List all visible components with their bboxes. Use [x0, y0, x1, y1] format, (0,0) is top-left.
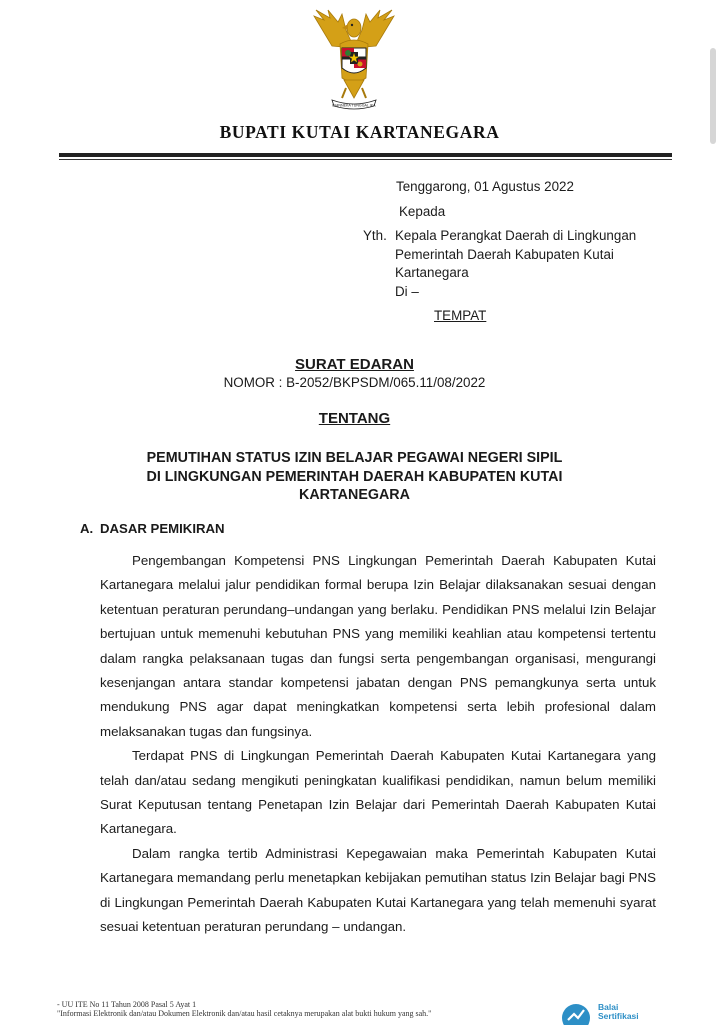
subject-line: PEMUTIHAN STATUS IZIN BELAJAR PEGAWAI NEGERI SIPIL — [146, 450, 563, 466]
letterhead-divider-thin — [59, 159, 672, 160]
emblem-motto: BHINNEKA TUNGGAL IKA — [332, 103, 376, 108]
section-letter: A. — [80, 521, 94, 536]
bsre-label — [598, 1003, 639, 1021]
letterhead-title: BUPATI KUTAI KARTANEGARA — [219, 122, 500, 142]
letter-type: SURAT EDARAN — [295, 356, 414, 373]
subject-line: KARTANEGARA — [299, 487, 410, 503]
tempat-label: TEMPAT — [434, 308, 487, 323]
about-label: TENTANG — [318, 410, 391, 427]
section-body — [100, 549, 656, 940]
letterhead-divider — [59, 153, 672, 157]
section-heading — [80, 521, 225, 536]
to-label: Kepada — [399, 204, 446, 219]
letter-subject — [0, 449, 709, 505]
recipient-line: Kepala Perangkat Daerah di Lingkungan — [395, 228, 637, 243]
paragraph: Terdapat PNS di Lingkungan Pemerintah Daerah Kabupaten Kutai Kartanegara yang telah dan/atau sedang mengikuti peningkatan kualifikasi pendidikan, namun belum memiliki Surat Keputusan tentang Penetapan Izin Belajar dari Pemerintah Daerah Kabupaten Kutai Kartanegara. — [100, 748, 656, 837]
footer-law-quote: "Informasi Elektronik dan/atau Dokumen Elektronik dan/atau hasil cetaknya merupakan alat bukti hukum yang sah." — [57, 1009, 432, 1018]
place-date: Tenggarong, 01 Agustus 2022 — [396, 179, 574, 194]
footer-law-ref: - UU ITE No 11 Tahun 2008 Pasal 5 Ayat 1 — [57, 1000, 197, 1009]
footer-legal-note — [57, 1000, 431, 1018]
paragraph: Dalam rangka tertib Administrasi Kepegawaian maka Pemerintah Kabupaten Kutai Kartanegara memandang perlu menetapkan kebijakan pemutihan status Izin Belajar bagi PNS di Lingkungan Pemerintah Daerah Kabupaten Kutai Kartanegara yang telah memenuhi syarat sesuai ketentuan peraturan perundang – undangan. — [100, 845, 656, 935]
bsre-label-line: Balai — [598, 1002, 619, 1012]
recipient-line: Pemerintah Daerah Kabupaten Kutai — [395, 247, 614, 262]
recipient-line: Kartanegara — [395, 265, 469, 280]
yth-label: Yth. — [363, 228, 387, 243]
letter-number: NOMOR : B-2052/BKPSDM/065.11/08/2022 — [223, 375, 486, 390]
bsre-label-line: Sertifikasi — [598, 1011, 639, 1021]
subject-line: DI LINGKUNGAN PEMERINTAH DAERAH KABUPATEN KUTAI — [146, 468, 563, 485]
section-title: DASAR PEMIKIRAN — [100, 521, 225, 536]
paragraph: Pengembangan Kompetensi PNS Lingkungan Pemerintah Daerah Kabupaten Kutai Kartanegara melalui jalur pendidikan formal berupa Izin Belajar dilaksanakan sesuai dengan ketentuan peraturan perundang–undangan yang berlaku. Pendidikan PNS melalui Izin Belajar bertujuan untuk memenuhi kebutuhan PNS yang memiliki keahlian atau kompetensi tertentu dalam rangka pelaksanaan tugas dan fungsi serta pengembangan organisasi, mengurangi kesenjangan antara standar kompetensi jabatan dengan PNS pemangkunya serta untuk mendukung PNS agar dapat meningkatkan kompetensi serta lebih profesional dalam melaksanakan tugas dan fungsinya. — [100, 553, 656, 739]
garuda-pancasila-emblem-icon — [302, 8, 406, 112]
di-label: Di – — [395, 284, 419, 299]
